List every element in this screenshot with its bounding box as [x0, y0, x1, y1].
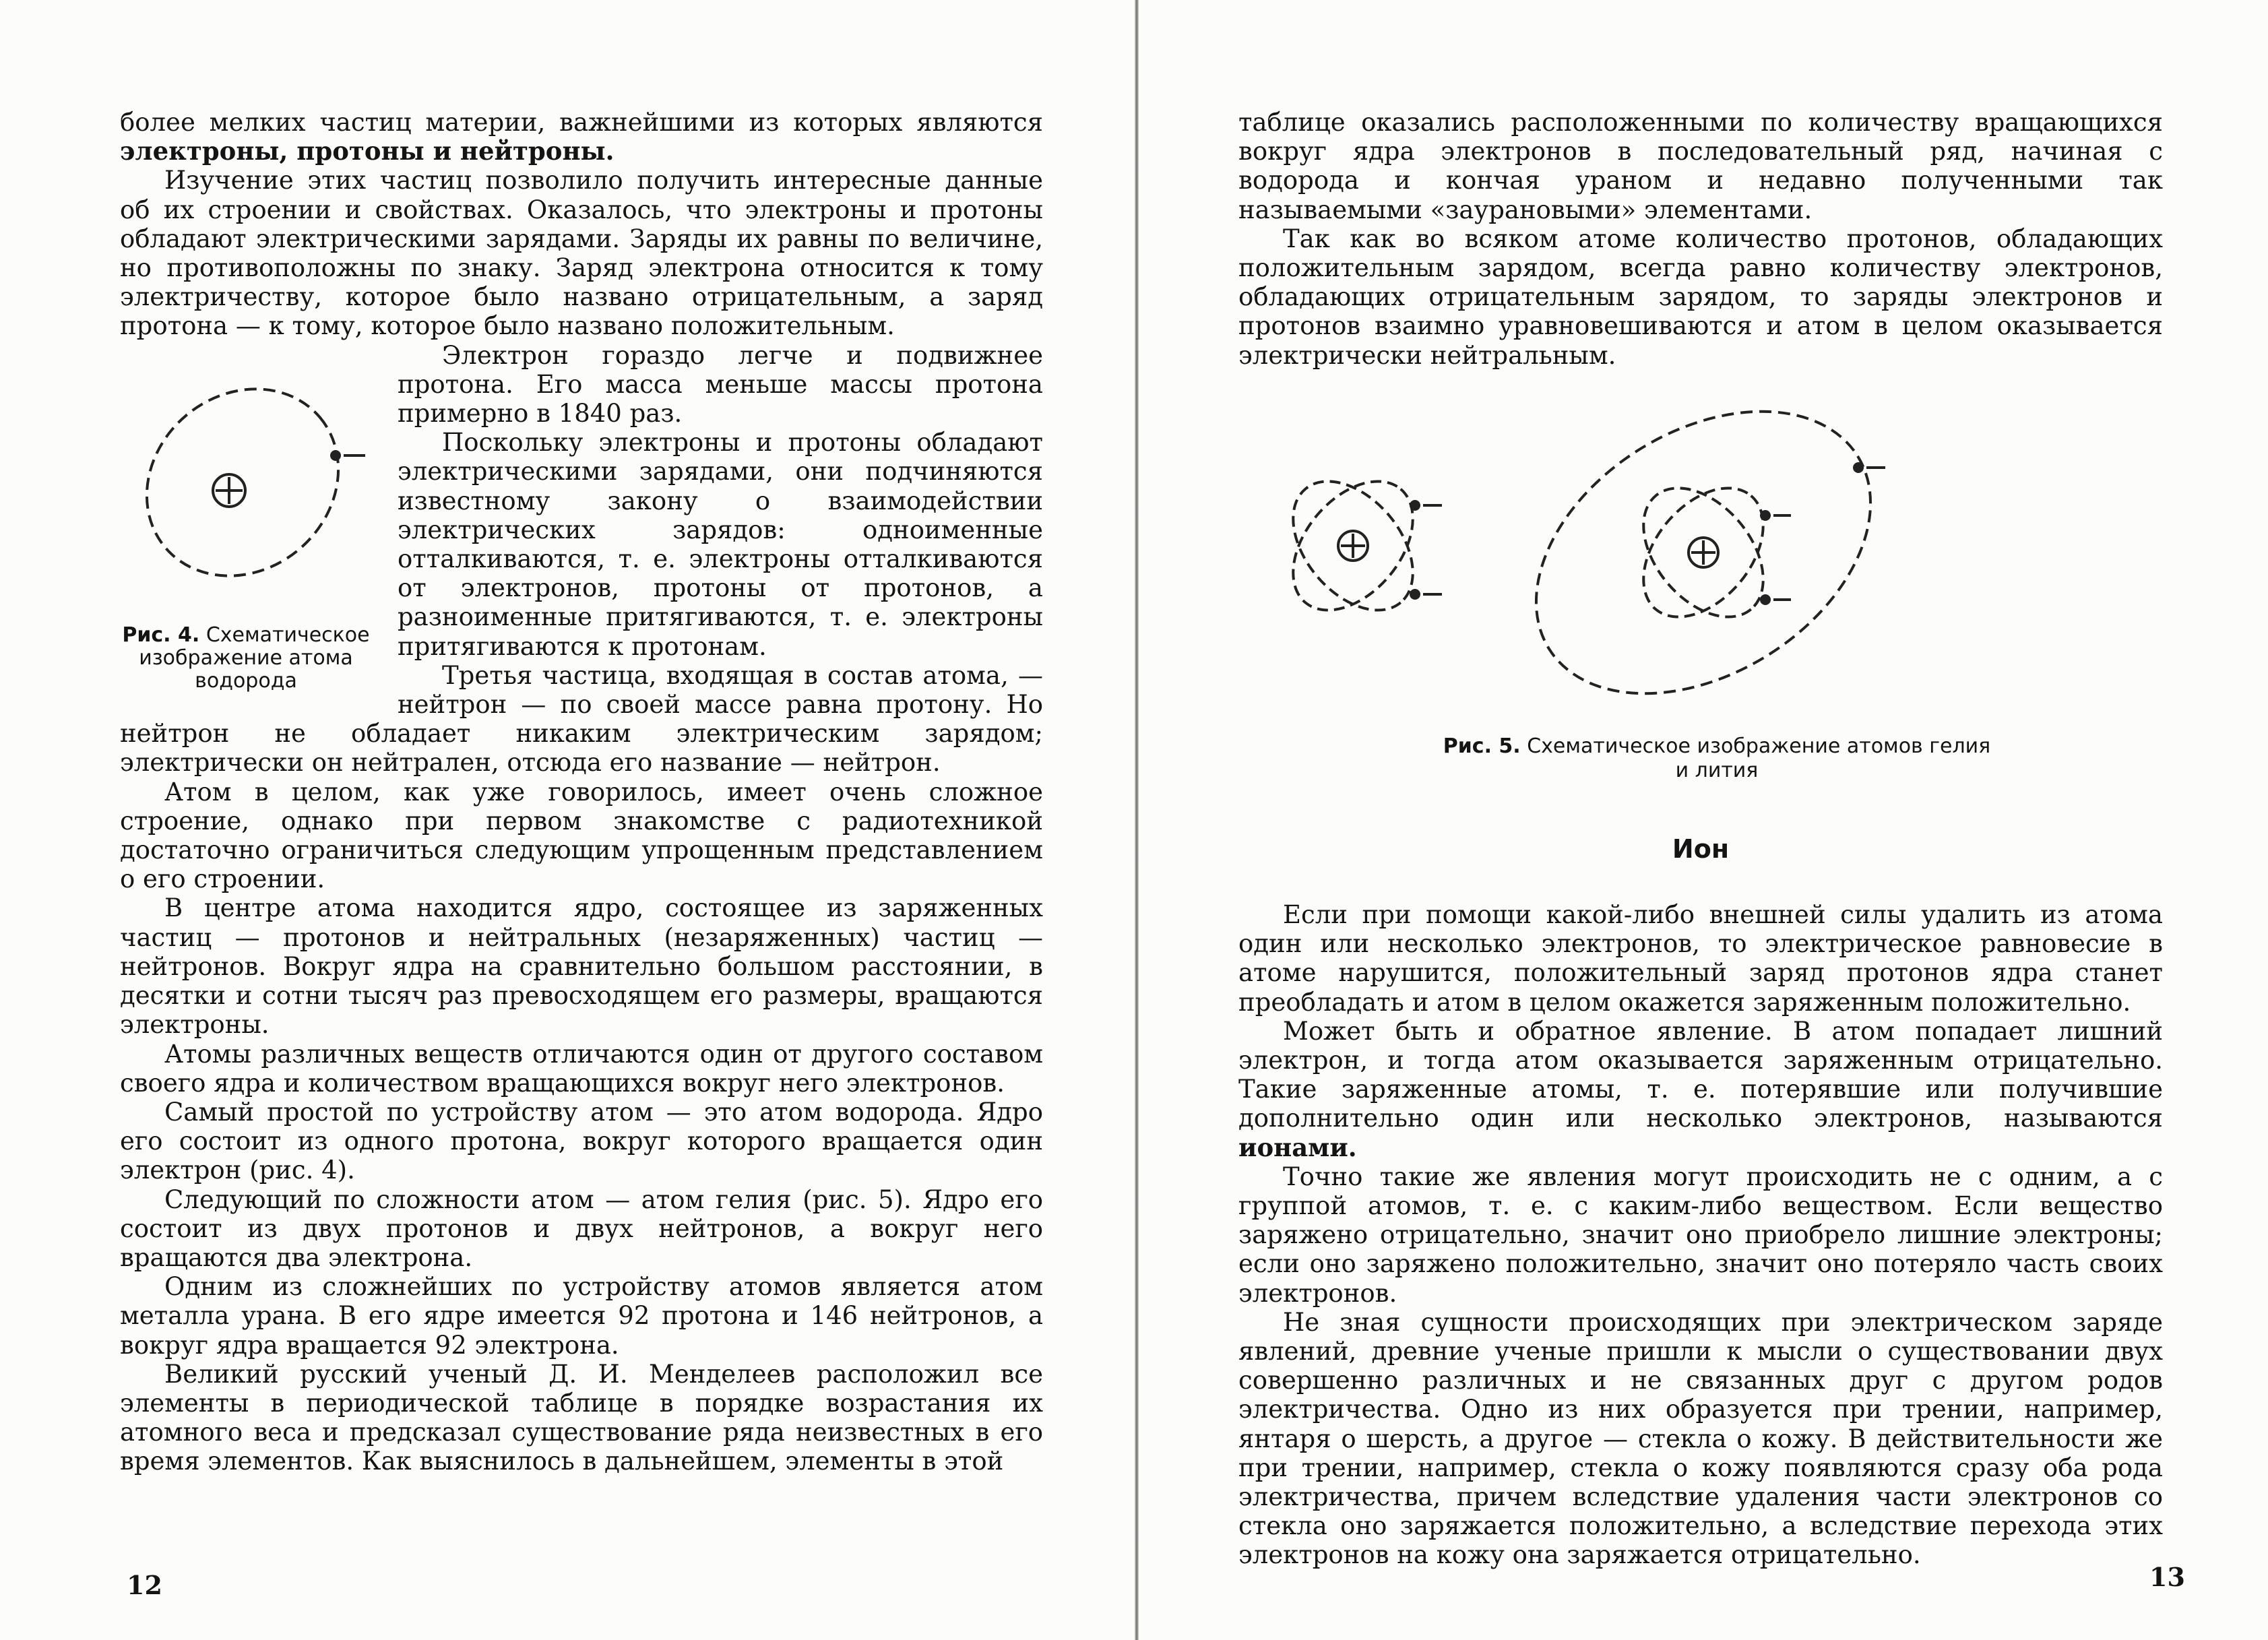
paragraph-8: Самый простой по устройству атом — это атом водорода. Ядро его состоит из одного протона, вокруг которого вращается один электрон (рис. 4). — [120, 1097, 1043, 1185]
section-heading: Ион — [1672, 834, 1730, 864]
helium-atom — [1269, 459, 1442, 633]
right-bottom-text — [1238, 900, 2163, 1570]
figure-5 — [1238, 398, 2163, 802]
paragraph-1: Изучение этих частиц позволило получить интересные данные об их строении и свойствах. Оказалось, что электроны и протоны обладают электрическими зарядами. Заряды их равны по величине, но противоположны по знаку. Заряд электрона относится к тому электричеству, которое было названо отрицательным, а заряд протона — к тому, которое было названо положительным. — [120, 166, 1043, 341]
paragraph-r1: Так как во всяком атоме количество протонов, обладающих положительным зарядом, всегда равно количеству электронов, обладающих отрицательным зарядом, то заряды электронов и протонов взаимно уравновешиваются и атом в целом оказывается электрически нейтральным. — [1238, 224, 2163, 370]
paragraph-9: Следующий по сложности атом — атом гелия (рис. 5). Ядро его состоит из двух протонов и двух нейтронов, а вокруг него вращаются два электрона. — [120, 1185, 1043, 1272]
bold-terms: электроны, протоны и нейтроны. — [120, 136, 615, 166]
electron — [1760, 594, 1771, 605]
paragraph-r4: Точно такие же явления могут происходить не с одним, а с группой атомов, т. е. с каким-либо веществом. Если вещество заряжено отрицательно, значит оно приобрело лишние электроны; если оно заряжено положительно, значит оно потеряло часть своих электронов. — [1238, 1162, 2163, 1308]
right-page — [1139, 0, 2268, 1640]
electron-orbit — [115, 350, 376, 614]
electron — [1760, 510, 1771, 521]
paragraph-r2: Если при помощи какой-либо внешней силы удалить из атома один или несколько электронов, то электрическое равновесие в атоме нарушится, положительный заряд протонов ядра станет преобладать и атом в целом окажется заряженным положительно. — [1238, 900, 2163, 1017]
page-number-left: 12 — [127, 1570, 162, 1600]
page-number-right: 13 — [2149, 1562, 2185, 1592]
electron — [1853, 462, 1864, 473]
paragraph-r0: таблице оказались расположенными по количеству вращающихся вокруг ядра электронов в последовательный ряд, начиная с водорода и кончая ураном и недавно полученными так называемыми «заурановыми» элементами. — [1238, 108, 2163, 224]
left-page — [0, 0, 1132, 1640]
paragraph-r3: Может быть и обратное явление. В атом попадает лишний электрон, и тогда атом оказывается заряженным отрицательно. Такие заряженные атомы, т. е. потерявшие или получившие дополнительно один или несколько электронов, называются ионами. — [1238, 1016, 2163, 1162]
paragraph-4: Третья частица, входящая в состав атома, — нейтрон — по своей массе равна протону. Но нейтрон не обладает никаким электрическим зарядом; электрически он нейтрален, отсюда его название — нейтрон. — [120, 660, 1043, 778]
figure-4 — [115, 341, 384, 718]
paragraph-6: В центре атома находится ядро, состоящее из заряженных частиц — протонов и нейтральных (незаряженных) частиц — нейтронов. Вокруг ядра на сравнительно большом расстоянии, в десятки и сотни тысяч раз превосходящем его размеры, вращаются электроны. — [120, 893, 1043, 1040]
paragraph-0: более мелких частиц материи, важнейшими из которых являются электроны, протоны и нейтроны. — [120, 108, 1043, 166]
electron — [330, 450, 341, 461]
paragraph-7: Атомы различных веществ отличаются один от другого составом своего ядра и количеством вращающихся вокруг него электронов. — [120, 1039, 1043, 1098]
paragraph-r5: Не зная сущности происходящих при электрическом заряде явлений, древние ученые пришли к мысли о существовании двух совершенно различных и не связанных друг с другом родов электричества. Одно из них образуется при трении, например, янтаря о шерсть, а другое — стекла о кожу. В действительности же при трении, например, стекла о кожу появляются сразу оба рода электричества, причем вследствие удаления части электронов со стекла оно заряжается положительно, а вследствие перехода этих электронов на кожу она заряжается отрицательно. — [1238, 1307, 2163, 1570]
left-text-column — [120, 108, 1043, 1476]
paragraph-11: Великий русский ученый Д. И. Менделеев расположил все элементы в периодической таблице в порядке возрастания их атомного веса и предсказал существование ряда неизвестных в его время элементов. Как выяснилось в дальнейшем, элементы в этой — [120, 1359, 1043, 1476]
electron — [1410, 589, 1420, 600]
helium-lithium-atoms-diagram — [1238, 398, 2163, 721]
paragraph-5: Атом в целом, как уже говорилось, имеет очень сложное строение, однако при первом знакомстве с радиотехникой достаточно ограничиться следующим упрощенным представлением о его строении. — [120, 777, 1043, 894]
hydrogen-atom-diagram — [115, 341, 384, 624]
figure-5-caption: Рис. 5. Схематическое изображение атомов гелия и лития — [1443, 734, 1991, 782]
electron — [1410, 500, 1420, 511]
lithium-atom — [1485, 398, 1922, 721]
right-top-text — [1238, 108, 2163, 370]
paragraph-3: Поскольку электроны и протоны обладают электрическими зарядами, они подчиняются известному закону о взаимодействии электрических зарядов: одноименные отталкиваются, т. е. электроны отталкиваются от электронов, протоны от протонов, а разноименные притягиваются, т. е. электроны притягиваются к протонам. — [398, 428, 1043, 661]
paragraph-10: Одним из сложнейших по устройству атомов является атом металла урана. В его ядре имеется 92 протона и 146 нейтронов, а вокруг ядра вращается 92 электрона. — [120, 1272, 1043, 1360]
bold-term-ions: ионами. — [1238, 1132, 1357, 1162]
paragraph-2: Электрон гораздо легче и подвижнее протона. Его масса меньше массы протона примерно в 1840 раз. — [398, 340, 1043, 429]
figure-4-caption: Рис. 4. Схематическое изображение атома водорода — [122, 623, 370, 693]
